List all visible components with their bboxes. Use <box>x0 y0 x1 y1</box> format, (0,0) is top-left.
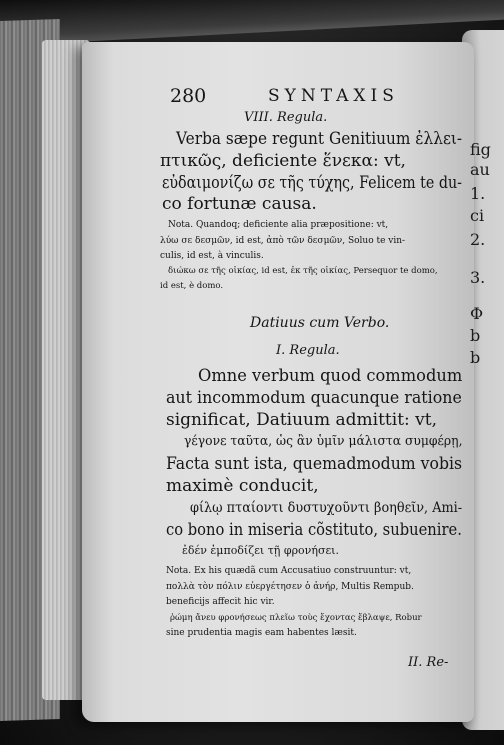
nota-line: λύω σε δεσμῶν, id est, ἀπὸ τῶν δεσμῶν, Soluo te vin- <box>160 236 406 246</box>
rule1-line: γέγονε ταῦτα, ὡς ἂν ὑμῖν μάλιστα συμφέρῃ, <box>184 434 463 449</box>
rule1-line: ἐδέν ἐμποδίζει τῇ φρονήσει. <box>182 544 339 557</box>
facing-page-fragment: au <box>470 160 490 179</box>
facing-page-fragment: fig <box>470 140 491 159</box>
page-number: 280 <box>170 85 207 107</box>
rule1-line: co bono in miseria cõstituto, subuenire. <box>166 520 462 540</box>
facing-page-fragment: b <box>470 348 481 367</box>
facing-page-fragment: 1. <box>470 184 486 203</box>
nota-line: ῥώμη ἄνευ φρονήσεως πλεῖω τοὺς ἔχοντας ἔβλαψε, Robur <box>170 613 422 623</box>
facing-page-fragment: 2. <box>470 230 486 249</box>
rule8-line: εὐδαιμονίζω σε τῆς τύχης, Felicem te du- <box>162 173 462 193</box>
catchword: II. Re- <box>408 655 449 670</box>
rule8-line: πτικῶς, deficiente ἕνεκα: vt, <box>160 151 406 171</box>
section-heading: Datiuus cum Verbo. <box>250 315 390 331</box>
nota-line: beneficijs affecit hic vir. <box>166 597 275 607</box>
rule1-line: Omne verbum quod commodum <box>198 366 463 386</box>
rule1-line: Facta sunt ista, quemadmodum vobis <box>166 454 463 474</box>
running-head: SYNTAXIS <box>268 86 399 106</box>
rule1-line: significat, Datiuum admittit: vt, <box>166 410 437 430</box>
facing-page-fragment: 3. <box>470 268 486 287</box>
nota-line: Nota. Quandoq; deficiente alia præpositione: vt, <box>168 220 389 230</box>
nota-line: id est, è domo. <box>160 281 224 291</box>
nota-line: διώκω σε τῆς οἰκίας, id est, ἐκ τῆς οἰκίας, Persequor te domo, <box>168 266 438 276</box>
nota-line: Nota. Ex his quædã cum Accusatiuo construuntur: vt, <box>166 566 412 576</box>
rule8-line: Verba sæpe regunt Genitiuum ἐλλει- <box>176 129 463 149</box>
nota-line: πολλὰ τὸν πόλιν εὐεργέτησεν ὁ ἀνήρ, Multis Rempub. <box>166 582 414 592</box>
facing-page-fragment: b <box>470 326 481 345</box>
rule8-heading: VIII. Regula. <box>244 110 328 125</box>
rule8-line: co fortunæ causa. <box>162 194 317 214</box>
rule1-line: maximè conducit, <box>166 476 319 496</box>
nota-line: culis, id est, à vinculis. <box>160 251 264 261</box>
rule1-line: aut incommodum quacunque ratione <box>166 388 462 408</box>
nota-line: sine prudentia magis eam habentes læsit. <box>166 628 357 638</box>
rule1-heading: I. Regula. <box>276 343 340 358</box>
facing-page-fragment: Φ <box>470 304 484 323</box>
facing-page-fragment: ci <box>470 206 485 225</box>
rule1-line: φίλῳ πταίοντι δυστυχοῦντι βοηθεῖν, Ami- <box>190 500 463 516</box>
